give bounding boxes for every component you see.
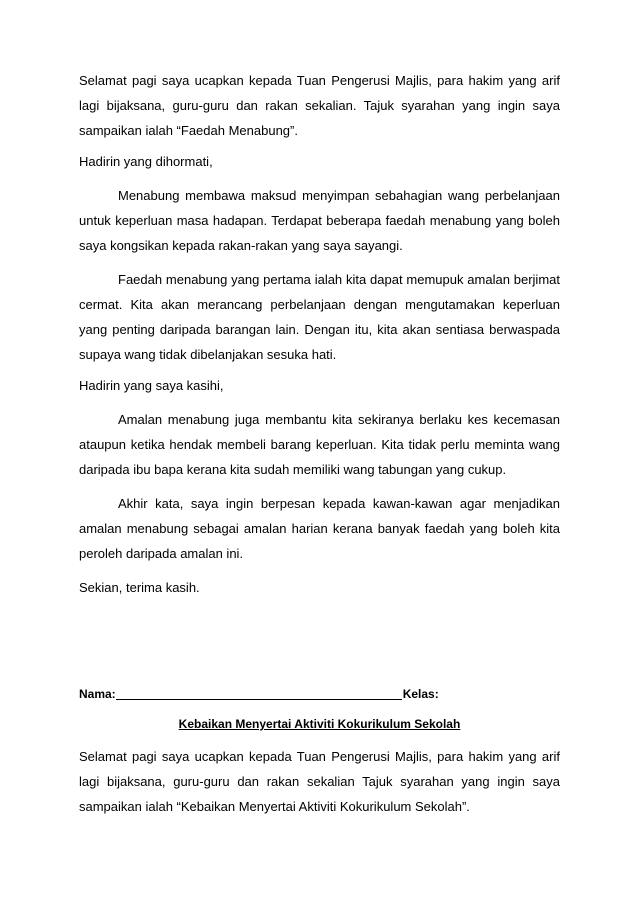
greeting-dihormati: Hadirin yang dihormati, — [79, 154, 213, 169]
speech-title: Kebaikan Menyertai Aktiviti Kokurikulum Sekolah — [178, 717, 461, 731]
opening-paragraph: Selamat pagi saya ucapkan kepada Tuan Pengerusi Majlis, para hakim yang arif lagi bijaksana, guru-guru dan rakan sekalian. Tajuk syarahan yang ingin saya sampaikan ialah “Faedah Menabung”. — [79, 73, 560, 138]
name-blank-line[interactable] — [116, 685, 402, 700]
class-label: Kelas: — [402, 687, 439, 701]
closing-line: Sekian, terima kasih. — [79, 580, 200, 595]
opening-paragraph-2: Selamat pagi saya ucapkan kepada Tuan Pengerusi Majlis, para hakim yang arif lagi bijaksana, guru-guru dan rakan sekalian Tajuk syarahan yang ingin saya sampaikan ialah “Kebaikan Menyertai Aktiviti Kokurikulum Sekolah”. — [79, 749, 560, 814]
name-label: Nama: — [79, 687, 116, 701]
paragraph-emergency: Amalan menabung juga membantu kita sekiranya berlaku kes kecemasan ataupun ketika hendak membeli barang keperluan. Kita tidak perlu meminta wang daripada ibu bapa kerana kita sudah memiliki wang tabungan yang cukup. — [79, 412, 560, 477]
speech-faedah-menabung — [79, 68, 560, 600]
paragraph-definition: Menabung membawa maksud menyimpan sebahagian wang perbelanjaan untuk keperluan masa hadapan. Terdapat beberapa faedah menabung yang boleh saya kongsikan kepada rakan-rakan yang saya sayangi. — [79, 188, 560, 253]
greeting-kasihi: Hadirin yang saya kasihi, — [79, 378, 224, 393]
paragraph-conclusion: Akhir kata, saya ingin berpesan kepada kawan-kawan agar menjadikan amalan menabung sebagai amalan harian kerana banyak faedah yang boleh kita peroleh daripada amalan ini. — [79, 496, 560, 561]
name-class-form — [79, 684, 560, 704]
speech-kokurikulum — [79, 744, 560, 819]
paragraph-first-benefit: Faedah menabung yang pertama ialah kita dapat memupuk amalan berjimat cermat. Kita akan merancang perbelanjaan dengan mengutamakan keperluan yang penting daripada barangan lain. Dengan itu, kita akan sentiasa berwaspada supaya wang tidak dibelanjakan sesuka hati. — [79, 272, 560, 362]
